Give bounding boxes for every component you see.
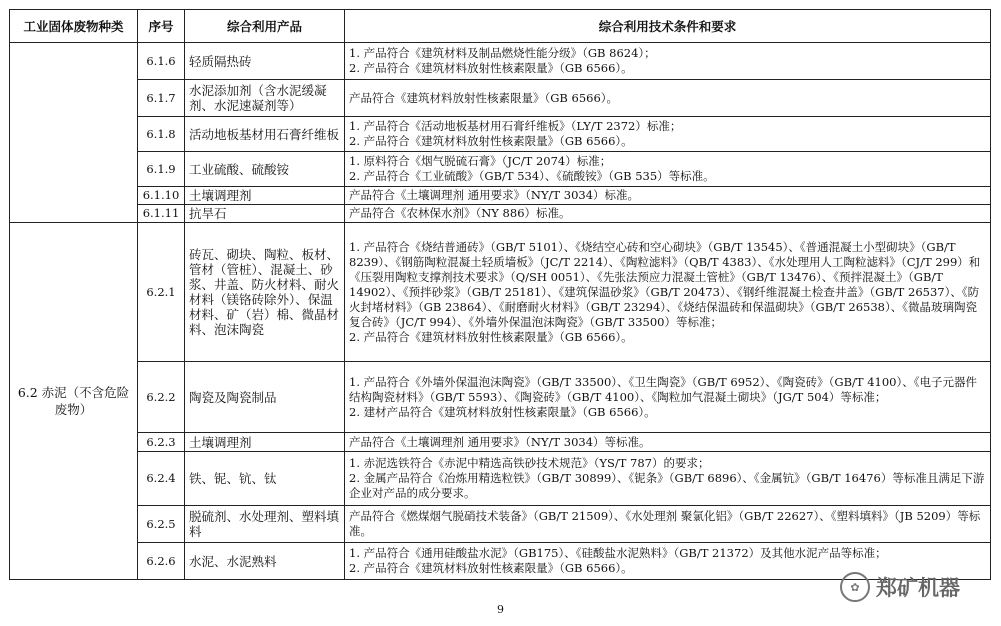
category-cell-continued <box>10 43 138 223</box>
requirement-line: 2. 产品符合《建筑材料放射性核素限量》（GB 6566）。 <box>349 329 633 344</box>
seq-cell: 6.1.10 <box>138 187 185 205</box>
requirements-cell <box>345 452 991 506</box>
requirement-line: 1. 产品符合《建筑材料及制品燃烧性能分级》（GB 8624）； <box>349 46 656 60</box>
requirement-line: 产品符合《燃煤烟气脱硝技术装备》（GB/T 21509）、《水处理剂 聚氯化铝》（GB/T 22627）、《塑料填料》（JB 5209）等标准。 <box>349 509 981 538</box>
requirement-line: 2. 建材产品符合《建筑材料放射性核素限量》（GB 6566）。 <box>349 404 656 419</box>
requirement-line: 2. 产品符合《建筑材料放射性核素限量》（GB 6566）。 <box>349 61 633 75</box>
requirement-line: 2. 产品符合《工业硫酸》（GB/T 534）、《硫酸铵》（GB 535）等标准。 <box>349 169 715 183</box>
seq-cell: 6.1.9 <box>138 152 185 187</box>
table-row <box>10 452 991 506</box>
table-row <box>10 205 991 223</box>
requirement-line: 1. 赤泥选铁符合《赤泥中精选高铁砂技术规范》（YS/T 787）的要求； <box>349 456 710 470</box>
product-cell: 水泥、水泥熟料 <box>185 543 345 580</box>
standards-table <box>9 9 991 580</box>
seq-cell: 6.2.1 <box>138 223 185 362</box>
requirement-line: 2. 产品符合《建筑材料放射性核素限量》（GB 6566）。 <box>349 134 633 148</box>
seq-cell: 6.1.6 <box>138 43 185 80</box>
header-waste-type: 工业固体废物种类 <box>10 10 138 43</box>
watermark <box>840 572 960 602</box>
header-requirements: 综合利用技术条件和要求 <box>345 10 991 43</box>
header-product: 综合利用产品 <box>185 10 345 43</box>
product-cell: 水泥添加剂（含水泥缓凝剂、水泥速凝剂等） <box>185 80 345 117</box>
requirement-line: 产品符合《土壤调理剂 通用要求》（NY/T 3034）标准。 <box>349 188 640 202</box>
product-cell: 工业硫酸、硫酸铵 <box>185 152 345 187</box>
category-cell-red-mud: 6.2 赤泥（不含危险废物） <box>10 223 138 580</box>
requirement-line: 1. 产品符合《外墙外保温泡沫陶瓷》（GB/T 33500）、《卫生陶瓷》（GB/T 6952）、《陶瓷砖》（GB/T 4100）、《电子元器件结构陶瓷材料》（GB/T 5593）、《陶瓷砖》（GB/T 4100）、《陶粒加气混凝土砌块》（JG/T 504）等标准； <box>349 374 978 404</box>
requirement-line: 产品符合《建筑材料放射性核素限量》（GB 6566）。 <box>349 90 619 105</box>
table-row <box>10 80 991 117</box>
requirements-cell <box>345 117 991 152</box>
table-row <box>10 223 991 362</box>
requirements-cell <box>345 80 991 117</box>
header-seq: 序号 <box>138 10 185 43</box>
requirement-line: 1. 产品符合《通用硅酸盐水泥》（GB175）、《硅酸盐水泥熟料》（GB/T 21372）及其他水泥产品等标准； <box>349 546 887 560</box>
requirements-cell <box>345 506 991 543</box>
product-cell: 轻质隔热砖 <box>185 43 345 80</box>
requirements-cell <box>345 433 991 452</box>
requirements-cell <box>345 187 991 205</box>
page-number: 9 <box>497 603 504 616</box>
requirements-cell <box>345 152 991 187</box>
product-cell: 铁、铌、钪、钛 <box>185 452 345 506</box>
table-row <box>10 152 991 187</box>
product-cell: 土壤调理剂 <box>185 187 345 205</box>
product-cell: 脱硫剂、水处理剂、塑料填料 <box>185 506 345 543</box>
product-cell: 陶瓷及陶瓷制品 <box>185 362 345 433</box>
table-row <box>10 117 991 152</box>
product-cell: 活动地板基材用石膏纤维板 <box>185 117 345 152</box>
requirements-cell <box>345 43 991 80</box>
seq-cell: 6.2.6 <box>138 543 185 580</box>
requirement-line: 2. 产品符合《建筑材料放射性核素限量》（GB 6566）。 <box>349 561 633 575</box>
table-row <box>10 43 991 80</box>
seq-cell: 6.2.2 <box>138 362 185 433</box>
table-row <box>10 187 991 205</box>
product-cell: 砖瓦、砌块、陶粒、板材、管材（管桩）、混凝土、砂浆、井盖、防火材料、耐火材料（镁铬砖除外）、保温材料、矿（岩）棉、微晶材料、泡沫陶瓷 <box>185 223 345 362</box>
watermark-text: 郑矿机器 <box>876 576 960 600</box>
requirements-cell <box>345 205 991 223</box>
requirement-line: 2. 金属产品符合《冶炼用精选粒铁》（GB/T 30899）、《铌条》（GB/T 6896）、《金属钪》（GB/T 16476）等标准且满足下游企业对产品的成分要求。 <box>349 471 985 500</box>
requirement-line: 1. 产品符合《烧结普通砖》（GB/T 5101）、《烧结空心砖和空心砌块》（GB/T 13545）、《普通混凝土小型砌块》（GB/T 8239）、《钢筋陶粒混凝土轻质墙板》（JC/T 2214）、《陶粒滤料》（QB/T 4383）、《水处理用人工陶粒滤料》（CJ/T 299）和《压裂用陶粒支撑剂技术要求》（Q/SH 0051）、《先张法预应力混凝土管桩》（GB/T 13476）、《预拌混凝土》（GB/T 14902）、《预拌砂浆》（GB/T 25181）、《建筑保温砂浆》（GB/T 20473）、《钢纤维混凝土检查井盖》（GB/T 26537）、《防火封堵材料》（GB 23864）、《耐磨耐火材料》（GB/T 23294）、《烧结保温砖和保温砌块》（GB/T 26538）、《微晶玻璃陶瓷复合砖》（JC/T 994）、《外墙外保温泡沫陶瓷》（GB/T 33500）等标准； <box>349 239 981 329</box>
requirements-cell <box>345 362 991 433</box>
seq-cell: 6.2.3 <box>138 433 185 452</box>
seq-cell: 6.1.7 <box>138 80 185 117</box>
seq-cell: 6.2.4 <box>138 452 185 506</box>
product-cell: 土壤调理剂 <box>185 433 345 452</box>
table-row <box>10 506 991 543</box>
requirements-cell <box>345 223 991 362</box>
seq-cell: 6.2.5 <box>138 506 185 543</box>
requirement-line: 产品符合《土壤调理剂 通用要求》（NY/T 3034）等标准。 <box>349 434 651 449</box>
seq-cell: 6.1.11 <box>138 205 185 223</box>
requirement-line: 产品符合《农林保水剂》（NY 886）标准。 <box>349 206 571 220</box>
requirement-line: 1. 产品符合《活动地板基材用石膏纤维板》（LY/T 2372）标准； <box>349 119 682 133</box>
requirement-line: 1. 原料符合《烟气脱硫石膏》（JC/T 2074）标准； <box>349 154 612 168</box>
product-cell: 抗旱石 <box>185 205 345 223</box>
table-header-row <box>10 10 991 43</box>
seq-cell: 6.1.8 <box>138 117 185 152</box>
table-row <box>10 362 991 433</box>
table-row <box>10 433 991 452</box>
wechat-logo-icon: ✿ <box>840 572 870 602</box>
